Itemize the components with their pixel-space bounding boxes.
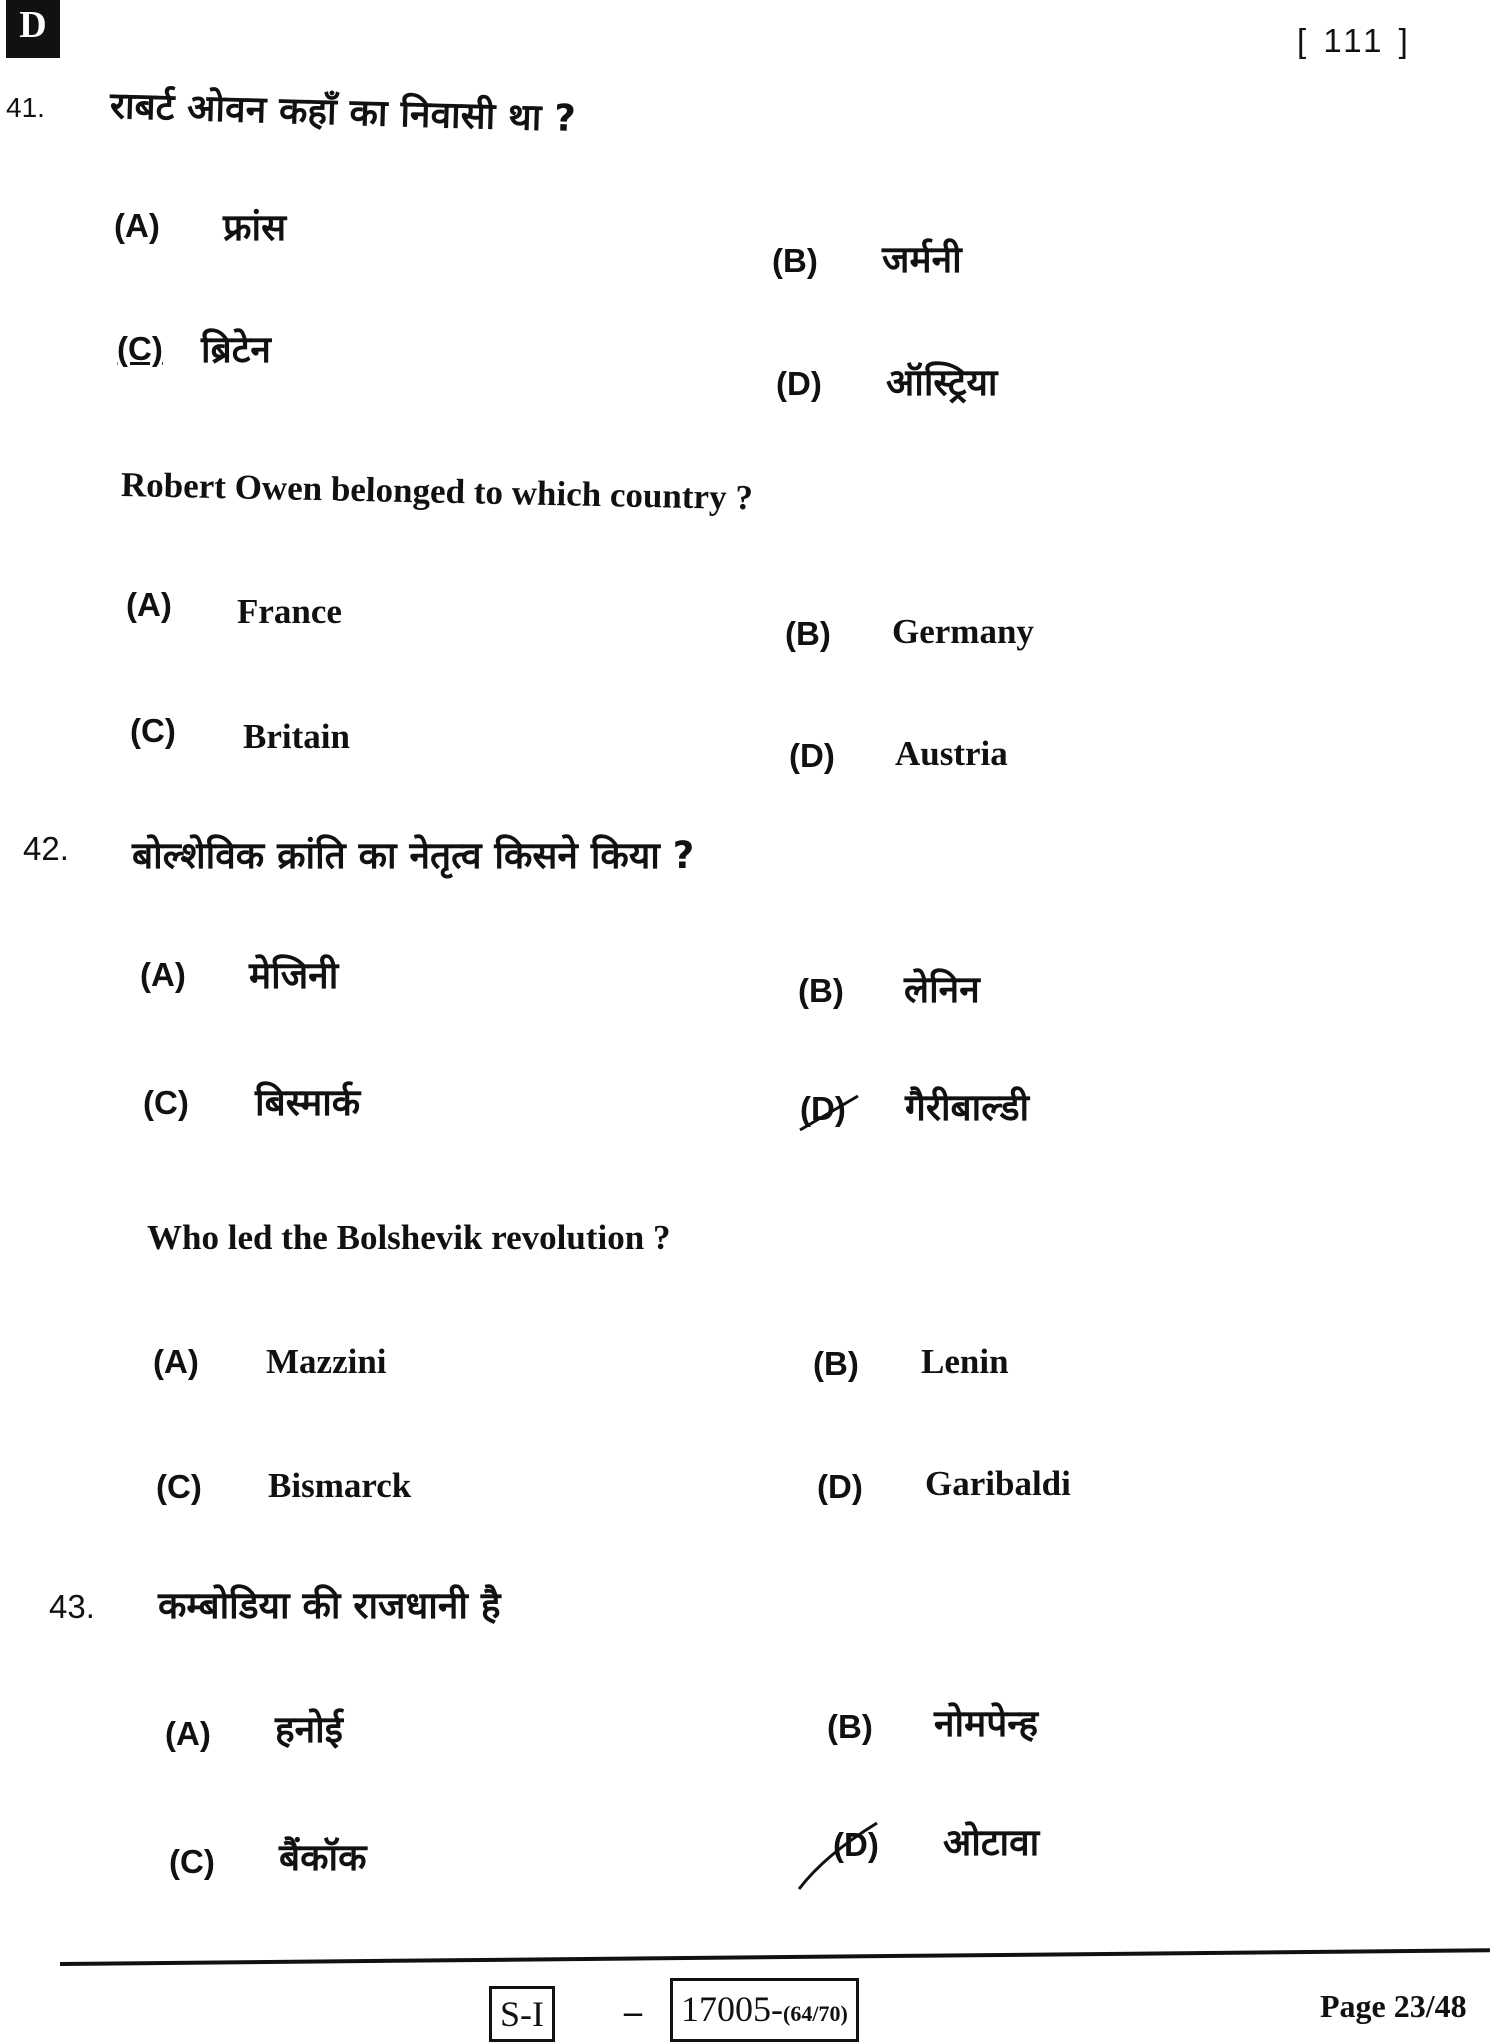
option-label: (D) [789, 737, 835, 774]
option-text: गैरीबाल्डी [905, 1086, 1030, 1129]
pen-mark-icon [796, 1090, 866, 1140]
option-label-marked: (C) [117, 330, 163, 367]
question-42-hindi: बोल्शेविक क्रांति का नेतृत्व किसने किया ? [132, 834, 695, 877]
option-text: नोमपेन्ह [934, 1702, 1038, 1745]
question-43-hindi: कम्बोडिया की राजधानी है [158, 1584, 501, 1627]
series-box: S-I [489, 1986, 555, 2042]
footer-divider [60, 1948, 1490, 1966]
option-text: फ्रांस [223, 206, 287, 249]
option-text: बिस्मार्क [255, 1081, 361, 1124]
option-label: (B) [813, 1345, 859, 1382]
option-text: जर्मनी [882, 238, 962, 281]
option-label: (A) [153, 1343, 199, 1380]
question-41-hindi: राबर्ट ओवन कहाँ का निवासी था ? [109, 84, 577, 141]
option-text: France [237, 592, 342, 631]
option-label: (D) [817, 1468, 863, 1505]
paper-code-suffix: (64/70) [783, 2001, 848, 2026]
option-label: (A) [126, 586, 172, 623]
question-41-english: Robert Owen belonged to which country ? [120, 465, 754, 518]
option-label: (B) [798, 972, 844, 1009]
option-label: (C) [156, 1468, 202, 1505]
option-text: Garibaldi [925, 1464, 1071, 1503]
option-text: बैंकॉक [279, 1836, 367, 1879]
option-label: (B) [785, 615, 831, 652]
option-label: (A) [114, 207, 160, 244]
option-text: Lenin [921, 1342, 1009, 1381]
option-text: लेनिन [904, 968, 980, 1011]
question-number-43: 43. [49, 1588, 95, 1625]
option-label: (A) [140, 956, 186, 993]
option-text: Mazzini [266, 1342, 387, 1381]
question-42-english: Who led the Bolshevik revolution ? [147, 1218, 671, 1257]
footer-dash: – [624, 1991, 642, 2031]
page-mark: [ 111 ] [1297, 22, 1412, 59]
option-label: (C) [130, 712, 176, 749]
option-label-marked: (D) [800, 1090, 846, 1127]
option-label: (B) [827, 1708, 873, 1745]
paper-code: 17005- [681, 1989, 783, 2029]
option-text: Bismarck [268, 1466, 412, 1505]
option-label: (A) [165, 1715, 211, 1752]
option-label: (C) [169, 1843, 215, 1880]
option-label: (B) [772, 242, 818, 279]
option-label: (C) [143, 1084, 189, 1121]
option-text: ओटावा [943, 1821, 1040, 1864]
option-text: हनोई [275, 1708, 343, 1751]
option-label: (D) [776, 365, 822, 402]
paper-code-box [670, 1978, 859, 2042]
option-text: मेजिनी [249, 954, 339, 997]
option-text: Germany [892, 612, 1034, 651]
question-number-41: 41. [6, 92, 45, 123]
option-text: Britain [243, 717, 350, 756]
set-code-badge: D [6, 0, 60, 58]
option-text: ऑस्ट्रिया [886, 361, 998, 404]
option-label-marked: (D) [833, 1826, 879, 1863]
option-text: ब्रिटेन [201, 328, 271, 371]
pen-mark-icon [795, 1815, 885, 1895]
question-number-42: 42. [23, 830, 69, 867]
option-text: Austria [895, 734, 1008, 773]
page-number: Page 23/48 [1320, 1988, 1467, 2024]
